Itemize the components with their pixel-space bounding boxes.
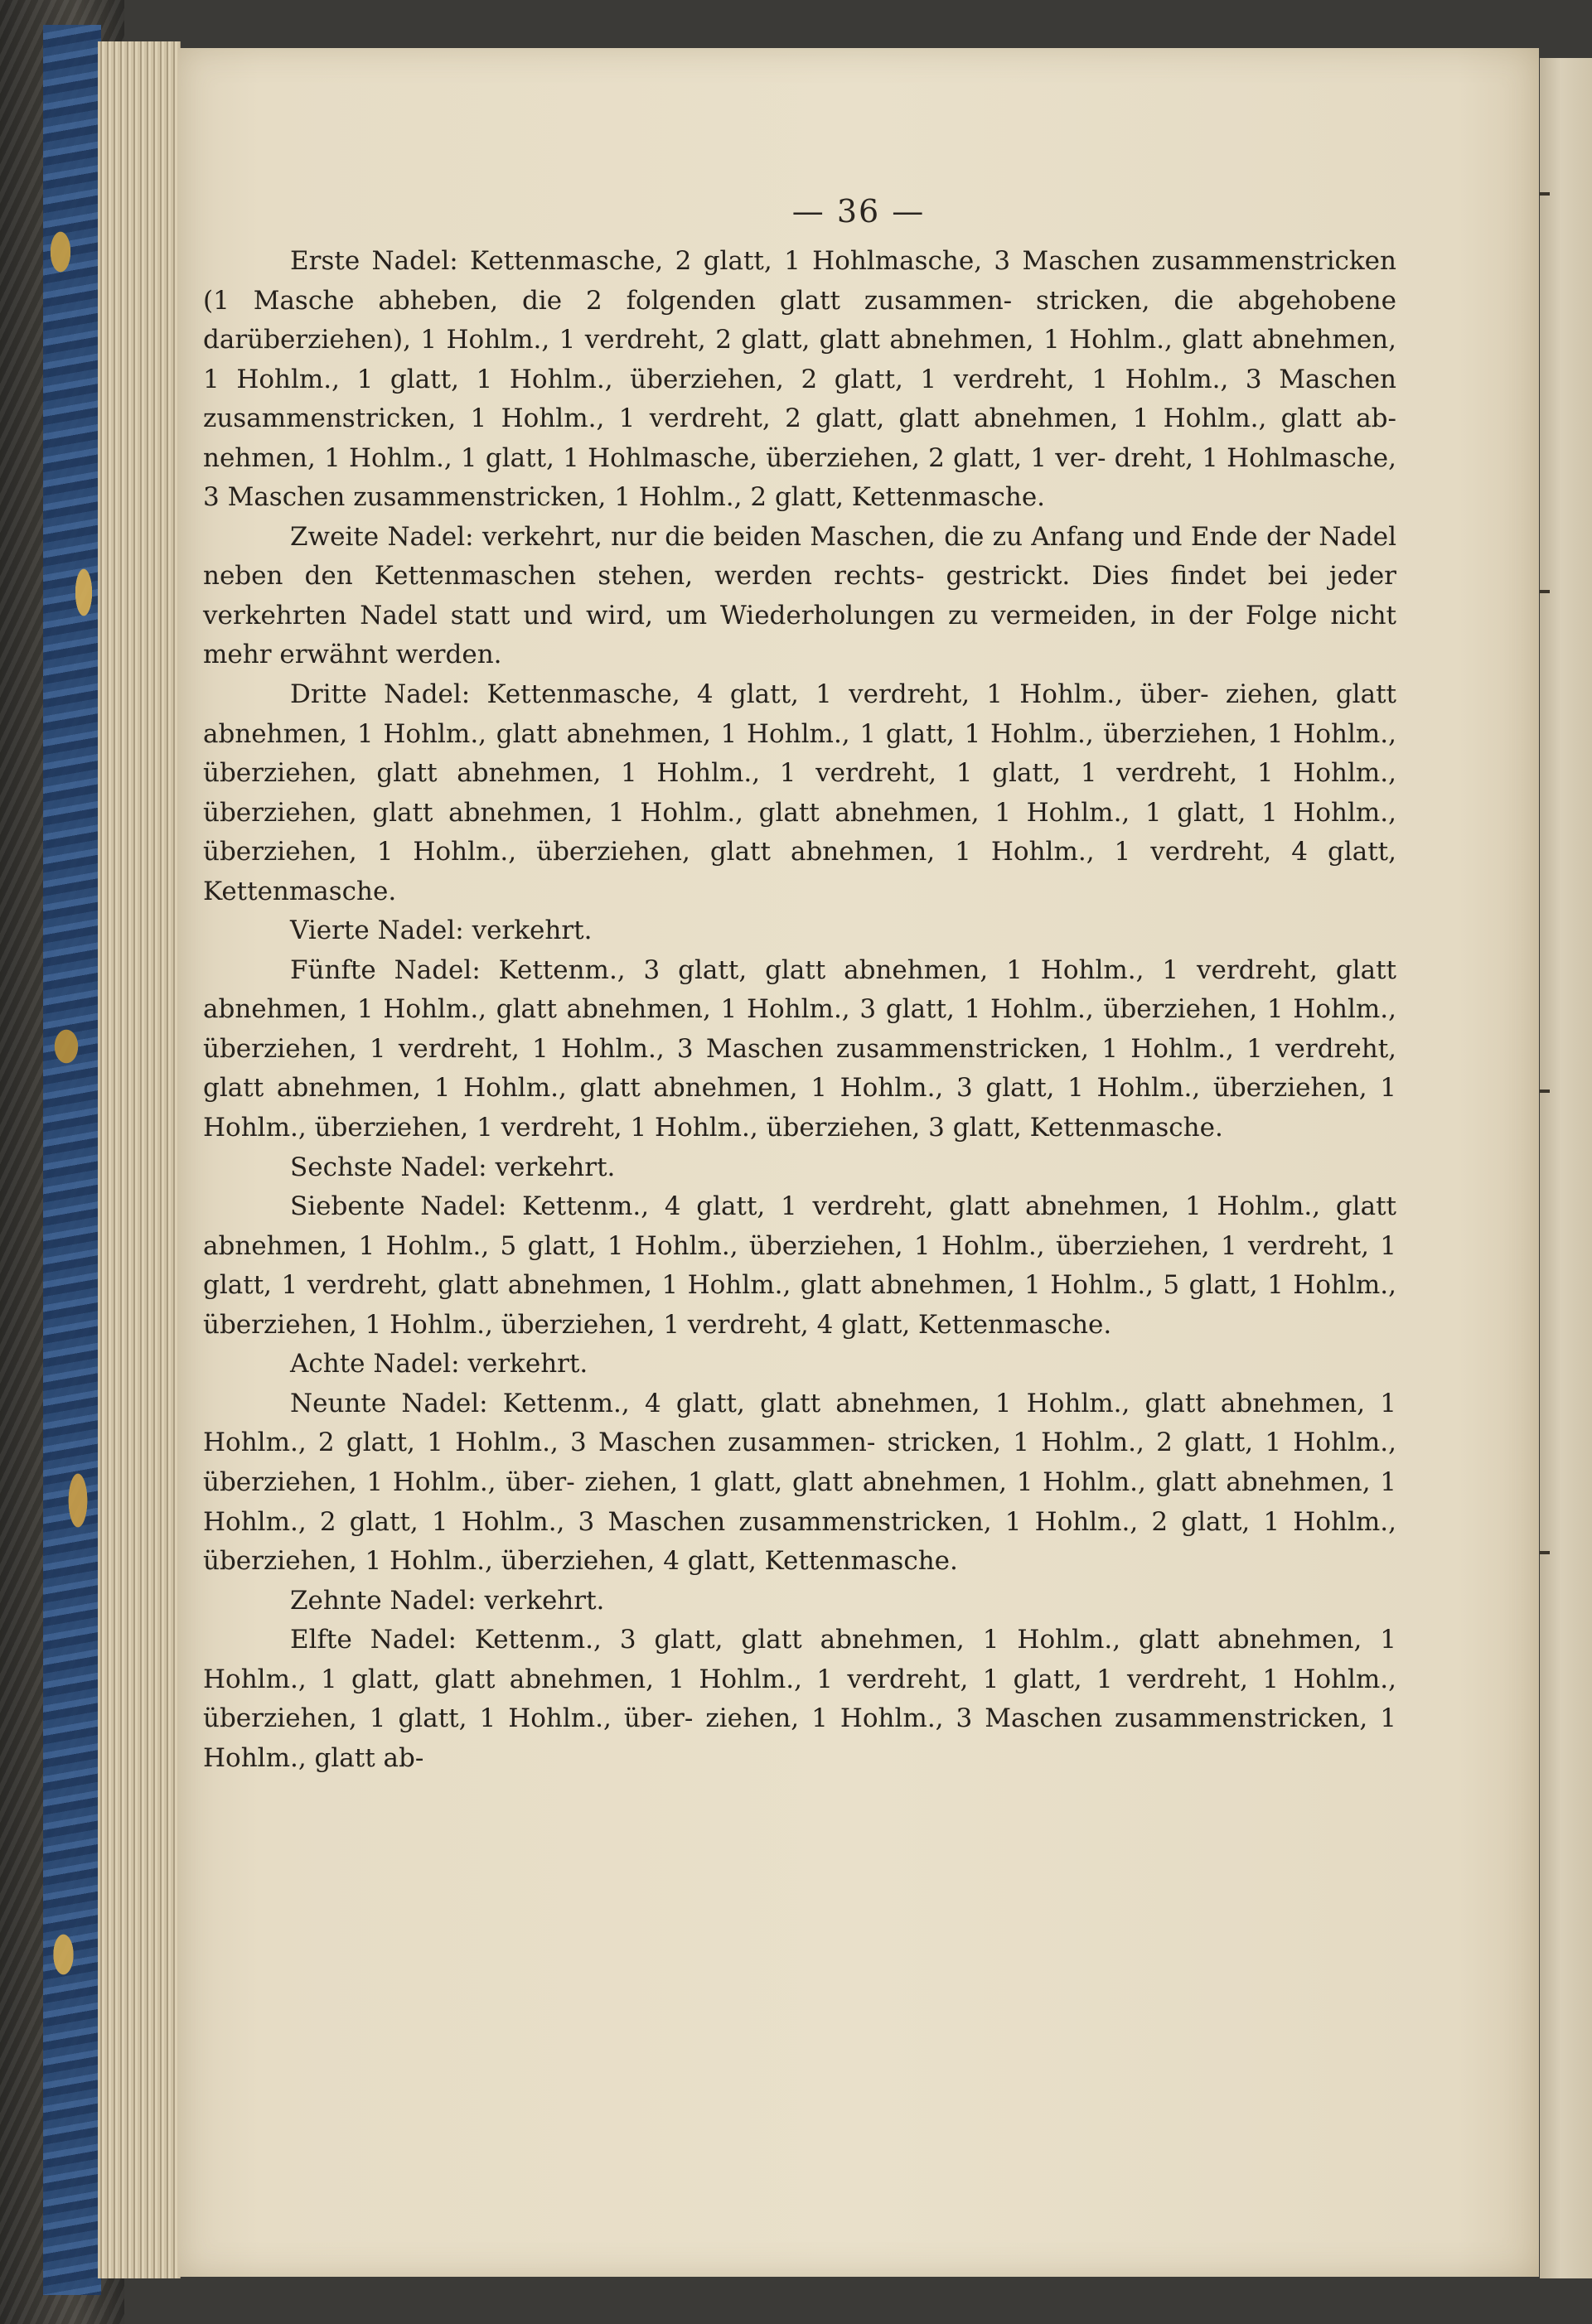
paragraph-sechste-nadel: Sechste Nadel: verkehrt. [290,1152,616,1182]
facing-page-mark [1540,590,1550,593]
paragraph-zweite-nadel: Zweite Nadel: verkehrt, nur die beiden Maschen, die zu Anfang und Ende der Nadel neben den Kettenmaschen stehen, werden rechts- gestrickt. Dies findet bei jeder verkehrten Nadel statt und wird, um Wiederholungen zu vermeiden, in der Folge nicht mehr erwähnt werden. [203,521,1396,670]
paragraph-vierte-nadel: Vierte Nadel: verkehrt. [290,916,593,946]
paragraph-elfte-nadel: Elfte Nadel: Kettenm., 3 glatt, glatt abnehmen, 1 Hohlm., glatt abnehmen, 1 Hohlm., 1 glatt, glatt abnehmen, 1 Hohlm., 1 verdreht, 1 glatt, 1 verdreht, 1 Hohlm., überziehen, 1 glatt, 1 Hohlm., über- ziehen, 1 Hohlm., 3 Maschen zusammenstricken, 1 Hohlm., glatt ab- [203,1625,1396,1773]
facing-page-edge [1540,58,1592,2278]
paragraph-zehnte-nadel: Zehnte Nadel: verkehrt. [290,1585,605,1616]
paragraph-siebente-nadel: Siebente Nadel: Kettenm., 4 glatt, 1 verdreht, glatt abnehmen, 1 Hohlm., glatt abnehmen, 1 Hohlm., 5 glatt, 1 Hohlm., überziehen, 1 Hohlm., überziehen, 1 verdreht, 1 glatt, 1 verdreht, glatt abnehmen, 1 Hohlm., glatt abnehmen, 1 Hohlm., 5 glatt, 1 Hohlm., überziehen, 1 Hohlm., überziehen, 1 verdreht, 4 glatt, Kettenmasche. [203,1191,1396,1340]
paragraph-fuenfte-nadel: Fünfte Nadel: Kettenm., 3 glatt, glatt abnehmen, 1 Hohlm., 1 verdreht, glatt abnehmen, 1 Hohlm., glatt abnehmen, 1 Hohlm., 3 glatt, 1 Hohlm., überziehen, 1 Hohlm., überziehen, 1 verdreht, 1 Hohlm., 3 Maschen zusammenstricken, 1 Hohlm., 1 verdreht, glatt abnehmen, 1 Hohlm., glatt abnehmen, 1 Hohlm., 3 glatt, 1 Hohlm., überziehen, 1 Hohlm., überziehen, 1 verdreht, 1 Hohlm., überziehen, 3 glatt, Kettenmasche. [203,954,1396,1143]
paragraph-achte-nadel: Achte Nadel: verkehrt. [290,1349,588,1379]
facing-page-mark [1540,1090,1550,1093]
page-number: — 36 — [791,193,926,230]
paragraph-neunte-nadel: Neunte Nadel: Kettenm., 4 glatt, glatt abnehmen, 1 Hohlm., glatt abnehmen, 1 Hohlm., 2 glatt, 1 Hohlm., 3 Maschen zusammen- stricken, 1 Hohlm., 2 glatt, 1 Hohlm., überziehen, 1 Hohlm., über- ziehen, 1 glatt, glatt abnehmen, 1 Hohlm., glatt abnehmen, 1 Hohlm., 2 glatt, 1 Hohlm., 3 Maschen zusammenstricken, 1 Hohlm., 2 glatt, 1 Hohlm., überziehen, 1 Hohlm., überziehen, 4 glatt, Kettenmasche. [203,1388,1396,1577]
paragraph-erste-nadel: Erste Nadel: Kettenmasche, 2 glatt, 1 Hohlmasche, 3 Maschen zusammenstricken (1 Masche abheben, die 2 folgenden glatt zusammen- stricken, die abgehobene darüberziehen), 1 Hohlm., 1 verdreht, 2 glatt, glatt abnehmen, 1 Hohlm., glatt abnehmen, 1 Hohlm., 1 glatt, 1 Hohlm., überziehen, 2 glatt, 1 verdreht, 1 Hohlm., 3 Maschen zusammenstricken, 1 Hohlm., 1 verdreht, 2 glatt, glatt abnehmen, 1 Hohlm., glatt ab- nehmen, 1 Hohlm., 1 glatt, 1 Hohlmasche, überziehen, 2 glatt, 1 ver- dreht, 1 Hohlmasche, 3 Maschen zusammenstricken, 1 Hohlm., 2 glatt, Kettenmasche. [203,246,1396,513]
facing-page-mark [1540,192,1550,196]
facing-page-mark [1540,1551,1550,1554]
page-stack-edges [98,41,181,2278]
paragraph-dritte-nadel: Dritte Nadel: Kettenmasche, 4 glatt, 1 verdreht, 1 Hohlm., über- ziehen, glatt abnehmen, 1 Hohlm., glatt abnehmen, 1 Hohlm., 1 glatt, 1 Hohlm., überziehen, 1 Hohlm., überziehen, glatt abnehmen, 1 Hohlm., 1 verdreht, 1 glatt, 1 verdreht, 1 Hohlm., überziehen, glatt abnehmen, 1 Hohlm., glatt abnehmen, 1 Hohlm., 1 glatt, 1 Hohlm., überziehen, 1 Hohlm., überziehen, glatt abnehmen, 1 Hohlm., 1 verdreht, 4 glatt, Kettenmasche. [203,679,1396,906]
page-body-text [203,242,1396,1778]
marbled-endpaper [43,25,101,2295]
